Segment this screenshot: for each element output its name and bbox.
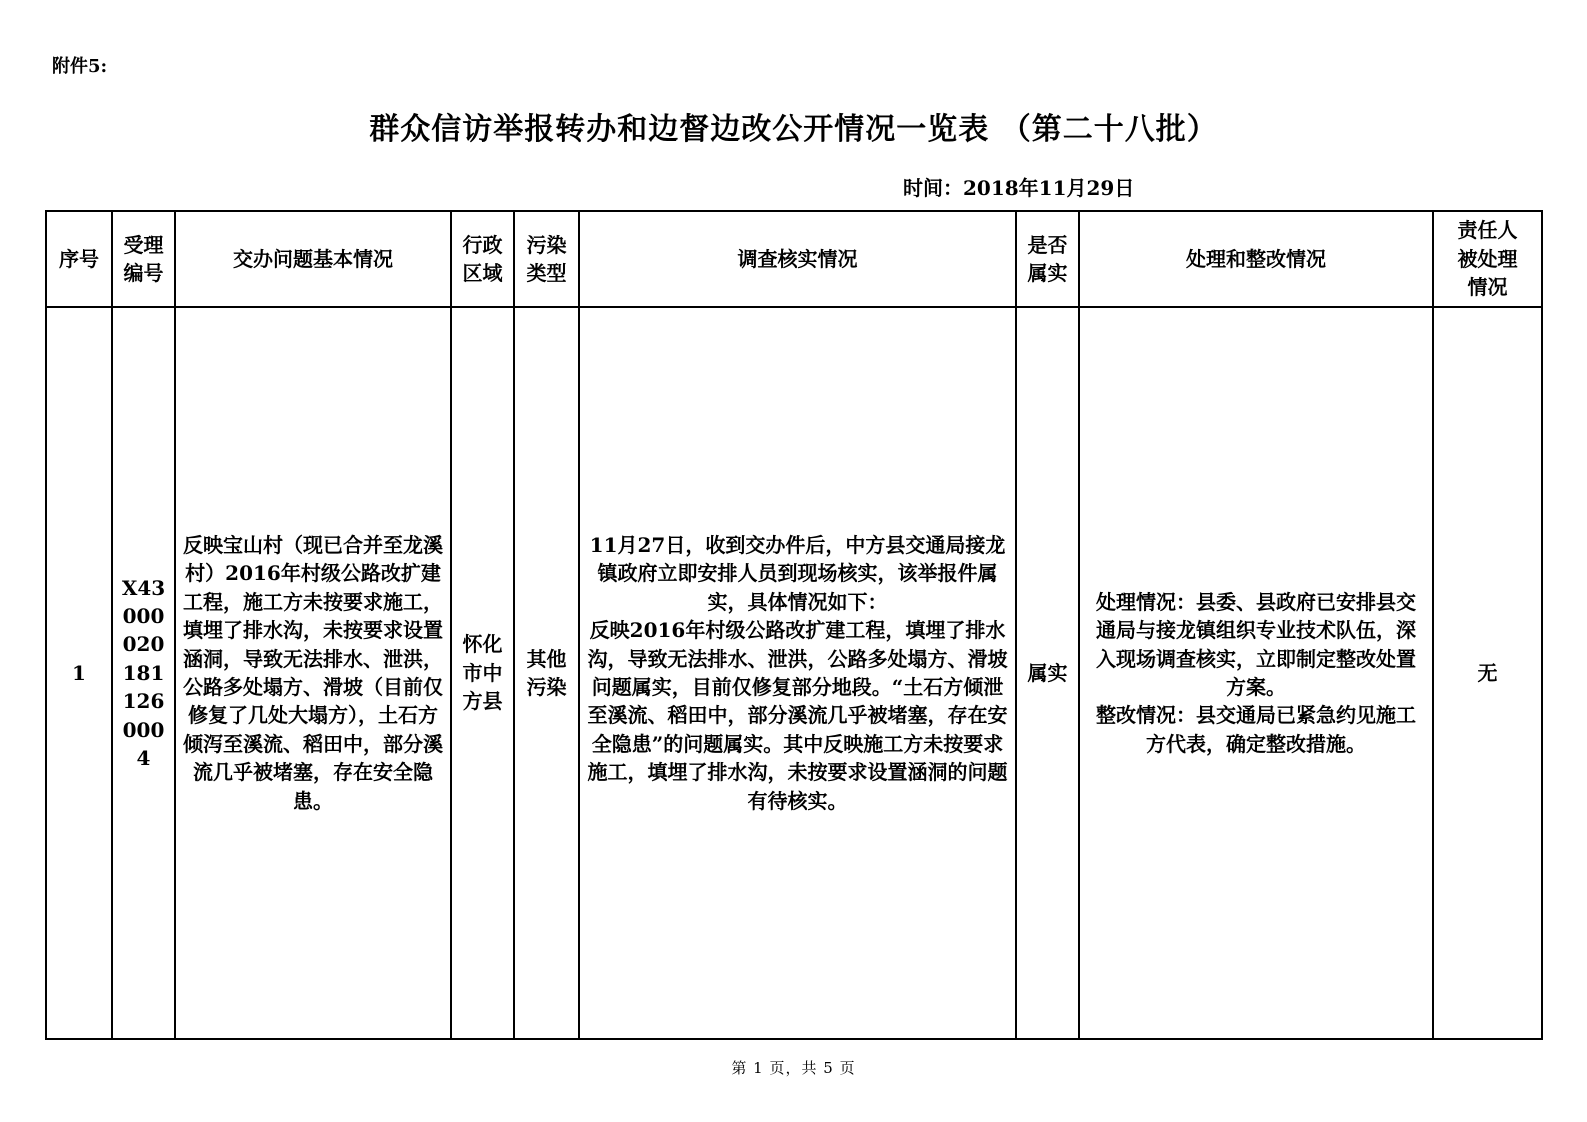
header-seq: 序号	[46, 211, 112, 307]
header-problem: 交办问题基本情况	[175, 211, 451, 307]
case-number-text: X430000201811260004	[121, 575, 166, 770]
cell-verified: 属实	[1016, 307, 1079, 1039]
cell-responsible: 无	[1433, 307, 1542, 1039]
page-footer: 第 1 页，共 5 页	[731, 1059, 856, 1077]
investigation-paragraph-1: 11月27日，收到交办件后，中方县交通局接龙镇政府立即安排人员到现场核实，该举报件属实，具体情况如下：	[589, 533, 1006, 614]
header-case-number: 受理编号	[112, 211, 175, 307]
header-verified: 是否属实	[1016, 211, 1079, 307]
header-responsible	[1433, 211, 1542, 307]
handling-label: 处理情况：	[1096, 589, 1196, 614]
table-header-row	[46, 211, 1542, 307]
pollution-type-text: 其他污染	[526, 646, 567, 699]
header-investigation: 调查核实情况	[579, 211, 1016, 307]
date-line: 时间：2018年11月29日	[903, 176, 1135, 200]
attachment-label: 附件5:	[52, 56, 108, 77]
table-row	[46, 307, 1542, 1039]
header-responsible-text: 责任人被处理情况	[1457, 218, 1518, 300]
cell-region	[451, 307, 514, 1039]
cell-pollution-type	[514, 307, 579, 1039]
rectification-paragraph	[1087, 701, 1425, 758]
header-region: 行政区域	[451, 211, 514, 307]
handling-text: 县委、县政府已安排县交通局与接龙镇组织专业技术队伍，深入现场调查核实，立即制定整改处置方案。	[1096, 589, 1416, 699]
report-table	[45, 210, 1543, 1040]
page-title: 群众信访举报转办和边督边改公开情况一览表 （第二十八批）	[369, 112, 1218, 147]
cell-seq: 1	[46, 307, 112, 1039]
rectification-label: 整改情况：	[1096, 703, 1196, 728]
header-pollution-type: 污染类型	[514, 211, 579, 307]
investigation-paragraph-2: 反映2016年村级公路改扩建工程，填埋了排水沟，导致无法排水、泄洪，公路多处塌方、滑坡问题属实，目前仅修复部分地段。“土石方倾泄至溪流、稻田中，部分溪流几乎被堵塞，存在安全隐患”的问题属实。其中反映施工方未按要求施工，填埋了排水沟，未按要求设置涵洞的问题有待核实。	[587, 618, 1008, 813]
rectification-text: 县交通局已紧急约见施工方代表，确定整改措施。	[1146, 703, 1416, 756]
region-text: 怀化市中方县	[462, 632, 503, 714]
handling-paragraph	[1087, 588, 1425, 702]
header-handling: 处理和整改情况	[1079, 211, 1433, 307]
cell-case-number	[112, 307, 175, 1039]
cell-handling	[1079, 307, 1433, 1039]
cell-problem: 反映宝山村（现已合并至龙溪村）2016年村级公路改扩建工程，施工方未按要求施工，填埋了排水沟，未按要求设置涵洞，导致无法排水、泄洪，公路多处塌方、滑坡（目前仅修复了几处大塌方），土石方倾泻至溪流、稻田中，部分溪流几乎被堵塞，存在安全隐患。	[175, 307, 451, 1039]
cell-investigation	[579, 307, 1016, 1039]
